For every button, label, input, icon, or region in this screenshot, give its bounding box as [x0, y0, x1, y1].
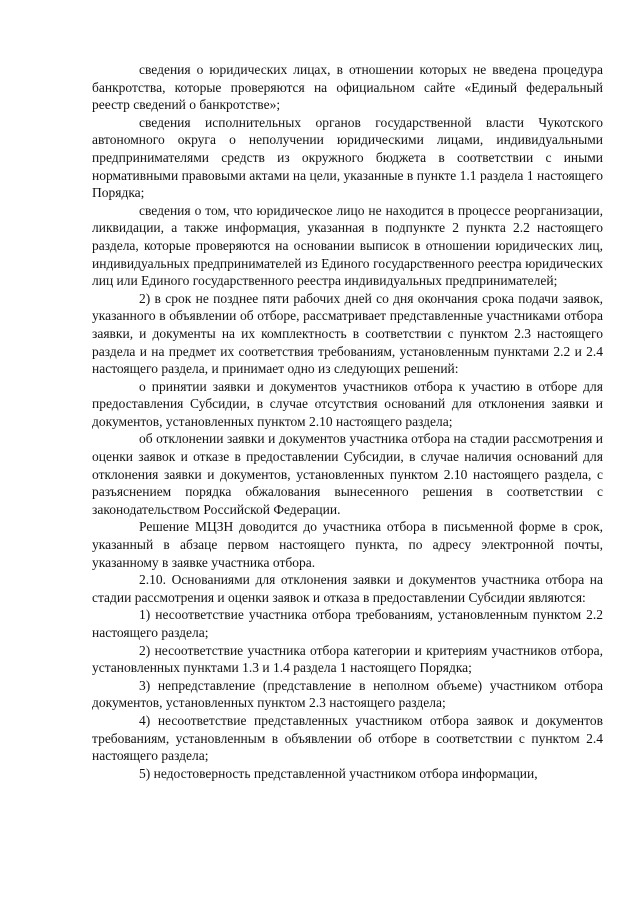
paragraph-item-2-review: 2) в срок не позднее пяти рабочих дней со дня окончания срока подачи заявок, указанного в объявлении об отборе, рассматривает представленные участниками отбора заявки, и документы на их комплектность в соответствии с пунктом 2.3 настоящего раздела и на предмет их соответствия требованиям, установленным пунктами 2.2 и 2.4 настоящего раздела, и принимает одно из следующих решений:	[92, 290, 603, 377]
paragraph-bankruptcy-info: сведения о юридических лицах, в отношении которых не введена процедура банкротства, которые проверяются на официальном сайте «Единый федеральный реестр сведений о банкротстве»;	[92, 62, 603, 113]
paragraph-ground-5: 5) недостоверность представленной участником отбора информации,	[139, 765, 538, 781]
paragraph-decision-reject: об отклонении заявки и документов участника отбора на стадии рассмотрения и оценки заявок и отказе в предоставлении Субсидии, в случае наличия оснований для отклонения заявки и документов, установленных пунктом 2.10 настоящего раздела, с разъяснением порядка обжалования вынесенного решения в соответствии с законодательством Российской Федерации.	[92, 431, 603, 517]
paragraph-ground-3: 3) непредставление (представление в неполном объеме) участником отбора документов, установленных пунктом 2.3 настоящего раздела;	[92, 677, 603, 711]
paragraph-decision-accept: о принятии заявки и документов участников отбора к участию в отборе для предоставления Субсидии, в случае отсутствия оснований для отклонения заявки и документов, установленных пунктом 2.10 настоящего раздела;	[92, 378, 603, 429]
document-body	[92, 61, 603, 782]
paragraph-ground-4: 4) несоответствие представленных участником отбора заявок и документов требованиям, установленным в объявлении об отборе в соответствии с пунктом 2.4 настоящего раздела;	[92, 712, 603, 764]
paragraph-ground-2: 2) несоответствие участника отбора категории и критериям участников отбора, установленных пунктами 1.3 и 1.4 раздела 1 настоящего Порядка;	[92, 642, 603, 676]
paragraph-decision-notification: Решение МЦЗН доводится до участника отбора в письменной форме в срок, указанный в абзаце первом настоящего пункта, по адресу электронной почты, указанному в заявке участника отбора.	[92, 519, 603, 570]
paragraph-executive-bodies-info: сведения исполнительных органов государственной власти Чукотского автономного округа о неполучении юридическими лицами, индивидуальными предпринимателями средств из окружного бюджета в соответствии с иными нормативными правовыми актами на цели, указанные в пункте 1.1 раздела 1 настоящего Порядка;	[92, 114, 603, 201]
paragraph-section-2-10: 2.10. Основаниями для отклонения заявки и документов участника отбора на стадии рассмотрения и оценки заявок и отказа в предоставлении Субсидии являются:	[92, 572, 603, 605]
paragraph-ground-1: 1) несоответствие участника отбора требованиям, установленным пунктом 2.2 настоящего раздела;	[92, 607, 603, 640]
paragraph-reorganization-info: сведения о том, что юридическое лицо не находится в процессе реорганизации, ликвидации, а также информация, указанная в подпункте 2 пункта 2.2 настоящего раздела, которые проверяются на основании выписок в отношении юридических лиц, индивидуальных предпринимателей из Единого государственного реестра юридических лиц или Единого государственного реестра индивидуальных предпринимателей;	[92, 202, 603, 289]
